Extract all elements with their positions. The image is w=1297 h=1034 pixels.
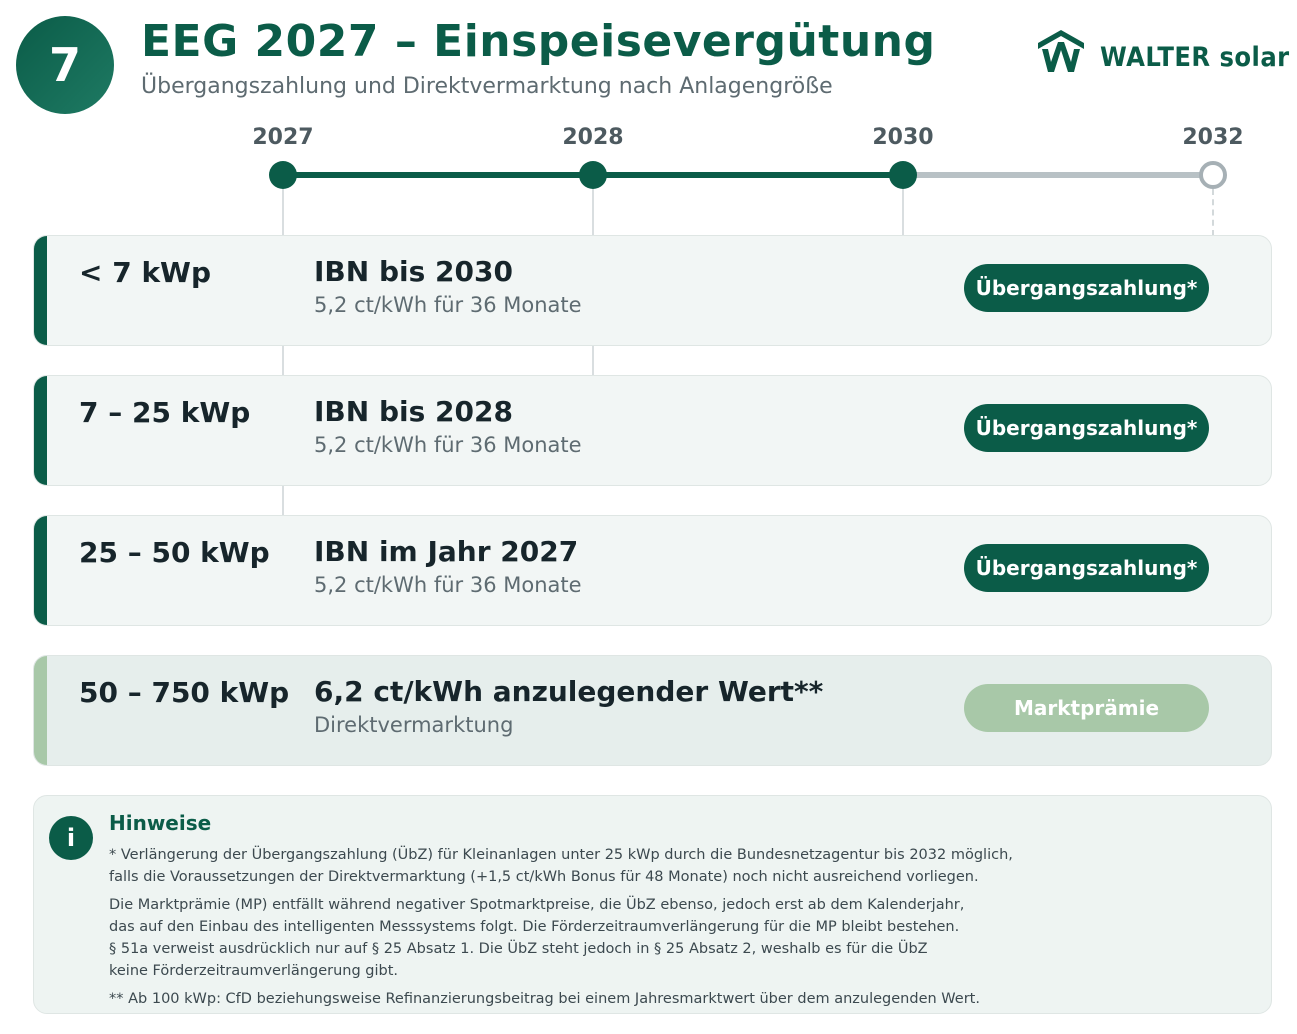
row-headline: IBN bis 2030 (314, 255, 513, 288)
info-icon: i (49, 816, 93, 860)
page-subtitle: Übergangszahlung und Direktvermarktung nach Anlagengröße (141, 74, 833, 99)
row-detail: 5,2 ct/kWh für 36 Monate (314, 573, 582, 597)
note-line: Die Marktprämie (MP) entfällt während negativer Spotmarktpreise, die ÜbZ ebenso, jedoch erst ab dem Kalenderjahr, (109, 897, 965, 913)
note-line: falls die Voraussetzungen der Direktvermarktung (+1,5 ct/kWh Bonus für 48 Monate) noch nicht ausreichend vorliegen. (109, 869, 979, 885)
row-headline: IBN im Jahr 2027 (314, 535, 579, 568)
row-size-label: 7 – 25 kWp (79, 396, 251, 429)
row-headline: IBN bis 2028 (314, 395, 513, 428)
row-detail: 5,2 ct/kWh für 36 Monate (314, 293, 582, 317)
walter-solar-logo (1036, 26, 1297, 76)
row-size-label: < 7 kWp (79, 256, 211, 289)
logo-text: WALTER solar (1100, 41, 1290, 73)
note-paragraph (109, 988, 1249, 1010)
step-number-badge: 7 (16, 16, 114, 114)
guide-line-2032 (1212, 189, 1214, 236)
timeline-inactive-segment (903, 172, 1213, 178)
timeline-dot-2027 (269, 161, 297, 189)
timeline-label-2032: 2032 (1182, 125, 1244, 150)
row-accent-bar (34, 516, 47, 625)
uebergangszahlung-badge: Übergangszahlung* (964, 404, 1209, 452)
row-7-25-kwp (33, 375, 1272, 486)
note-line: das auf den Einbau des intelligenten Messsystems folgt. Die Förderzeitraumverlängerung für die MP bleibt bestehen. (109, 919, 960, 935)
note-line: § 51a verweist ausdrücklich nur auf § 25 Absatz 1. Die ÜbZ steht jedoch in § 25 Absatz 2, weshalb es für die ÜbZ (109, 941, 928, 957)
note-paragraph (109, 894, 1249, 982)
timeline-dot-2032 (1199, 161, 1227, 189)
timeline-label-2028: 2028 (562, 125, 624, 150)
uebergangszahlung-badge: Übergangszahlung* (964, 264, 1209, 312)
row-size-label: 50 – 750 kWp (79, 676, 290, 709)
notes-panel (33, 795, 1272, 1014)
row-25-50-kwp (33, 515, 1272, 626)
note-paragraph (109, 844, 1249, 888)
timeline-label-2030: 2030 (872, 125, 934, 150)
notes-title: Hinweise (109, 811, 212, 835)
notes-body (109, 844, 1249, 1016)
row-headline: 6,2 ct/kWh anzulegender Wert** (314, 675, 824, 708)
note-line: keine Förderzeitraumverlängerung gibt. (109, 963, 399, 979)
row-detail: 5,2 ct/kWh für 36 Monate (314, 433, 582, 457)
timeline-dot-2030 (889, 161, 917, 189)
row-accent-bar (34, 236, 47, 345)
timeline-active-segment (283, 172, 903, 178)
row-accent-bar (34, 656, 47, 765)
note-line: ** Ab 100 kWp: CfD beziehungsweise Refinanzierungsbeitrag bei einem Jahresmarktwert über dem anzulegenden Wert. (109, 991, 980, 1007)
row-size-label: 25 – 50 kWp (79, 536, 270, 569)
row-under-7-kwp (33, 235, 1272, 346)
row-accent-bar (34, 376, 47, 485)
page-title: EEG 2027 – Einspeisevergütung (141, 16, 936, 67)
row-detail: Direktvermarktung (314, 713, 514, 737)
note-line: * Verlängerung der Übergangszahlung (ÜbZ) für Kleinanlagen unter 25 kWp durch die Bundesnetzagentur bis 2032 möglich, (109, 847, 1013, 863)
guide-line-2030 (902, 189, 904, 236)
uebergangszahlung-badge: Übergangszahlung* (964, 544, 1209, 592)
roof-logo-icon (1036, 28, 1086, 74)
timeline-dot-2028 (579, 161, 607, 189)
marktpraemie-badge: Marktprämie (964, 684, 1209, 732)
row-50-750-kwp (33, 655, 1272, 766)
timeline-label-2027: 2027 (252, 125, 314, 150)
